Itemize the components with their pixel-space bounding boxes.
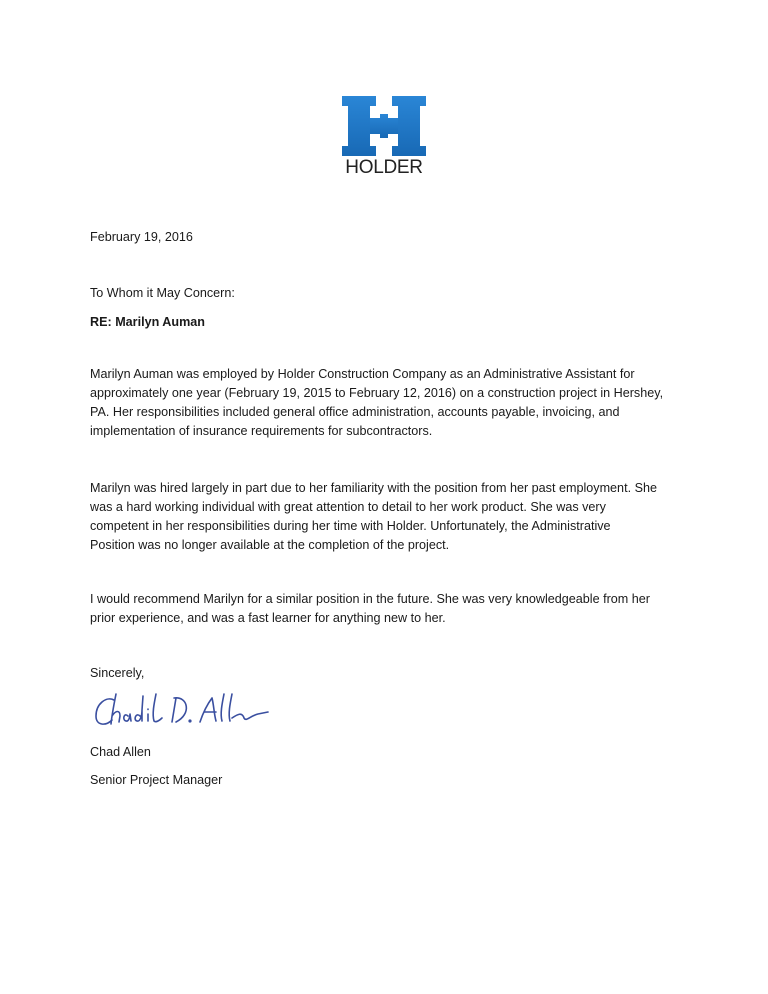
signer-name: Chad Allen [90,745,151,759]
closing: Sincerely, [90,666,145,680]
paragraph-line: prior experience, and was a fast learner for anything new to her. [90,611,446,625]
paragraph-line: I would recommend Marilyn for a similar position in the future. She was very knowledgeable from her [90,592,650,606]
subject-line: RE: Marilyn Auman [90,315,205,329]
body-paragraph-2 [90,479,690,555]
paragraph-line: was a hard working individual with great attention to detail to her work product. She was very [90,500,606,514]
handwritten-signature [92,690,272,732]
paragraph-line: competent in her responsibilities during her time with Holder. Unfortunately, the Administrative [90,519,611,533]
paragraph-line: PA. Her responsibilities included general office administration, accounts payable, invoicing, and [90,405,620,419]
body-paragraph-3 [90,590,690,628]
paragraph-line: implementation of insurance requirements for subcontractors. [90,424,433,438]
letter-date: February 19, 2016 [90,230,193,244]
holder-h-logo-icon [342,96,426,156]
paragraph-line: Marilyn was hired largely in part due to her familiarity with the position from her past employment. She [90,481,657,495]
company-name: HOLDER [345,157,423,178]
paragraph-line: Position was no longer available at the completion of the project. [90,538,450,552]
company-logo [342,96,426,182]
paragraph-line: Marilyn Auman was employed by Holder Construction Company as an Administrative Assistant for [90,367,635,381]
body-paragraph-1 [90,365,690,441]
signer-title: Senior Project Manager [90,773,223,787]
salutation: To Whom it May Concern: [90,286,235,300]
paragraph-line: approximately one year (February 19, 2015 to February 12, 2016) on a construction project in Hershey, [90,386,664,400]
signature-icon [92,690,272,732]
